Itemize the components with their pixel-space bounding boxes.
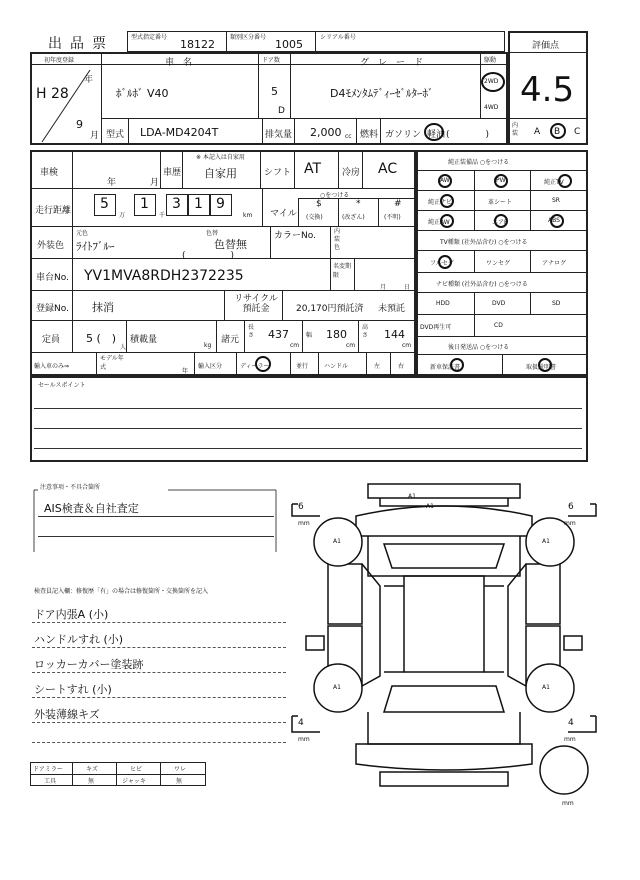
usage-label: 車歴 — [163, 168, 182, 178]
missing-value-3: ジャッキ — [122, 778, 146, 785]
docs-manual: 取扱説明書 — [526, 364, 557, 371]
dims-label: 諸元 — [221, 335, 240, 345]
grade-value: D4ﾓﾒﾝﾀﾑﾃﾞｨｰｾﾞﾙﾀｰﾎﾞ — [330, 87, 434, 100]
first-reg-diagonal — [30, 64, 102, 145]
length-value: 437 — [268, 328, 289, 341]
sales-point-label: セールスポイント — [38, 382, 86, 389]
color-label: 外装色 — [37, 241, 65, 251]
tire-rear-right-mark: A1 — [542, 684, 550, 691]
model-year-unit: 年 — [182, 368, 189, 375]
rating-label: 評価点 — [532, 41, 560, 51]
handle-right: 右 — [398, 363, 405, 370]
interior-b: B — [554, 127, 561, 137]
first-reg-era: H 28 — [36, 86, 69, 102]
tire-rear-left-mark: A1 — [333, 684, 341, 691]
tire-rr-depth: 4 — [568, 718, 574, 728]
ruibetsu-label: 類別区分番号 — [230, 34, 267, 41]
car-name-label: 車 名 — [165, 58, 193, 68]
height-label: 高さ — [362, 324, 369, 339]
missing-header-1: ドアミラー — [33, 766, 63, 773]
first-reg-month: 9 — [76, 118, 83, 131]
mileage-man: 万 — [119, 212, 126, 219]
tire-fr-depth: 6 — [568, 502, 574, 512]
document-title: 出品票 — [48, 36, 114, 52]
navi-dvd: DVD — [492, 300, 506, 307]
color-change-label: 色替 — [206, 230, 219, 237]
color-value: ﾗｲﾄﾌﾞﾙｰ — [76, 240, 115, 253]
interior-label: 内装 — [512, 122, 519, 137]
mileage-unit: km — [243, 212, 253, 219]
missing-value-2: 無 — [88, 778, 95, 785]
spare-tire-unit: mm — [562, 800, 574, 807]
chassis-value: YV1MVA8RDH2372235 — [84, 268, 244, 284]
equip-leather: 革シート — [488, 199, 513, 206]
shaken-month: 月 — [150, 178, 160, 188]
rating-value: 4.5 — [520, 70, 575, 110]
usage-note: ※ 本記入は自家用 — [196, 154, 245, 161]
registration-label: 登録No. — [36, 304, 69, 314]
missing-header-4: ワレ — [174, 766, 187, 773]
tire-rl-unit: mm — [298, 736, 310, 743]
tv-fullseg: フルセグ — [430, 260, 454, 267]
recycle-no: 未預託 — [378, 304, 406, 314]
missing-header-2: キズ — [86, 766, 98, 773]
interior-a: A — [534, 127, 541, 137]
notes-frame — [28, 486, 282, 556]
note-item-5: 外装薄線キズ — [34, 708, 100, 721]
usage-value: 自家用 — [204, 167, 237, 180]
tire-fl-unit: mm — [298, 520, 310, 527]
tire-front-right-mark: A1 — [542, 538, 550, 545]
note-item-2: ハンドルすれ (小) — [34, 633, 124, 646]
width-unit: cm — [346, 342, 356, 349]
capacity-value: 5 ( ) — [86, 332, 117, 345]
import-parallel: 並行 — [296, 363, 309, 370]
interior-color-label: 内装色 — [334, 228, 341, 251]
doors-value: 5 — [271, 85, 278, 98]
note-line-1: AIS検査＆自社査定 — [44, 502, 139, 515]
interior-b-circle — [550, 123, 566, 139]
shift-label: シフト — [264, 168, 292, 178]
first-reg-label: 初年度登録 — [44, 57, 75, 64]
equip-airbag: エアB — [492, 219, 509, 226]
docs-label: 後日発送品 ○をつける — [448, 344, 510, 351]
equip-tv: 純正TV — [544, 179, 564, 186]
unknown-label: (不明) — [384, 214, 401, 221]
width-value: 180 — [326, 328, 347, 341]
import-dealer-circle — [255, 356, 271, 372]
missing-value-1: 工具 — [44, 778, 57, 785]
tire-front-left-mark: A1 — [333, 538, 341, 545]
ac-value: AC — [378, 161, 398, 177]
fuel-diesel: 軽油 — [427, 130, 446, 140]
missing-value-4: 無 — [176, 778, 183, 785]
tv-label: TV種類 (社外品含む) ○をつける — [440, 239, 528, 246]
equip-aw: AW — [440, 177, 450, 184]
mileage-digit-5: 9 — [216, 196, 225, 212]
first-reg-year-suffix: 年 — [84, 75, 94, 85]
color-change-value: 色替無 — [214, 238, 247, 251]
doors-label: ドア数 — [262, 57, 280, 64]
equip-genuine-aw: 純正AW — [428, 219, 450, 226]
interior-c: C — [574, 127, 581, 137]
serial-label: シリアル番号 — [320, 34, 356, 41]
height-value: 144 — [384, 328, 405, 341]
name-change-month: 月 — [380, 284, 387, 291]
tire-rr-unit: mm — [564, 736, 576, 743]
handle-left: 左 — [374, 363, 381, 370]
mile-check-label: ○をつける — [320, 192, 350, 199]
shaken-year: 年 — [107, 178, 117, 188]
capacity-unit: 人 — [120, 344, 127, 351]
width-label: 幅 — [306, 332, 313, 339]
first-reg-month-suffix: 月 — [90, 131, 100, 141]
mile-label: マイル — [270, 209, 297, 219]
fuel-diesel-circle — [424, 123, 444, 141]
import-dealer: ディーラー — [240, 363, 270, 370]
notes-title: 注意事項・不具合箇所 — [40, 484, 101, 491]
handle-label: ハンドル — [324, 363, 349, 370]
registration-value: 抹消 — [92, 301, 114, 314]
tamper-symbol: * — [356, 199, 361, 209]
front-bumper-mark: A1 — [408, 493, 416, 500]
chassis-label: 車台No. — [36, 273, 69, 283]
drive-label: 駆動 — [484, 57, 497, 64]
recycle-value: 20,170円預託済 — [296, 304, 364, 314]
navi-label: ナビ種類 (社外品含む) ○をつける — [436, 281, 528, 288]
note-item-4: シートすれ (小) — [34, 683, 112, 696]
displacement-label: 排気量 — [265, 130, 293, 140]
fuel-label: 燃料 — [360, 130, 379, 140]
drive-2wd: 2WD — [484, 78, 499, 85]
color-paren: ( ) — [182, 251, 235, 261]
dvd-play-label: DVD再生可 — [420, 324, 452, 331]
length-unit: cm — [290, 342, 300, 349]
genuine-label: 純正装備品 ○をつける — [448, 159, 510, 166]
swap-label: (交換) — [306, 214, 323, 221]
import-label: 輸入車のみ⇒ — [34, 363, 70, 370]
docs-warranty: 新車保証書 — [430, 364, 461, 371]
model-label: 型式 — [106, 130, 125, 140]
fuel-paren: ( ) — [446, 130, 490, 140]
fuel-gasoline: ガソリン — [385, 130, 422, 140]
tv-analog: アナログ — [542, 260, 567, 267]
equip-pw: PW — [496, 177, 506, 184]
shift-value: AT — [304, 161, 322, 177]
inspector-label: 検査員記入欄：修復歴「有」の場合は修復箇所・交換箇所を記入 — [34, 588, 209, 595]
drive-2wd-circle — [481, 72, 505, 92]
mileage-digit-4: 1 — [194, 196, 203, 212]
mileage-label: 走行距離 — [35, 206, 72, 216]
tamper-label: (改ざん) — [342, 214, 365, 221]
load-label: 積載量 — [130, 335, 158, 345]
model-value: LDA-MD4204T — [140, 126, 219, 139]
front-grille-mark: A1 — [426, 503, 434, 510]
note-item-1: ドア内張A (小) — [34, 608, 109, 621]
cd-label: CD — [494, 322, 503, 329]
capacity-label: 定員 — [42, 335, 61, 345]
recycle-label: リサイクル預託金 — [234, 294, 278, 314]
navi-hdd: HDD — [436, 300, 450, 307]
model-year-label: モデル年式 — [100, 355, 124, 371]
doors-d: D — [278, 106, 285, 116]
kata-label: 型式指定番号 — [131, 34, 168, 41]
name-change-label: 名変期限 — [333, 263, 352, 279]
unknown-symbol: # — [394, 199, 402, 209]
navi-sd: SD — [552, 300, 561, 307]
mileage-digit-3: 3 — [172, 196, 181, 212]
ruibetsu-value: 1005 — [275, 38, 303, 51]
load-unit: kg — [204, 342, 212, 349]
equip-abs: ABS — [548, 217, 560, 224]
color-orig-label: 元色 — [76, 230, 89, 237]
mileage-sen: 千 — [159, 212, 166, 219]
tire-fl-depth: 6 — [298, 502, 304, 512]
mileage-digit-2: 1 — [140, 196, 149, 212]
kata-value: 18122 — [180, 38, 215, 51]
length-label: 長さ — [248, 324, 255, 339]
color-no-label: カラーNo. — [274, 231, 316, 241]
tire-fr-unit: mm — [564, 520, 576, 527]
missing-header-3: ヒビ — [130, 766, 143, 773]
note-item-3: ロッカーカバー塗装跡 — [34, 658, 144, 671]
sales-point-box — [30, 376, 588, 462]
equip-sr: SR — [552, 197, 560, 204]
displacement-unit: cc — [345, 133, 352, 140]
shaken-label: 車検 — [40, 168, 59, 178]
equip-navi: 純正ナビ — [428, 199, 453, 206]
ac-label: 冷房 — [342, 168, 361, 178]
tv-oneseg: ワンセグ — [486, 260, 511, 267]
height-unit: cm — [402, 342, 412, 349]
displacement-value: 2,000 — [310, 126, 342, 139]
grade-label: グ レ ー ド — [360, 58, 424, 68]
car-name: ﾎﾞﾙﾎﾞ V40 — [116, 87, 169, 100]
tire-rl-depth: 4 — [298, 718, 304, 728]
import-type-label: 輸入区分 — [198, 363, 223, 370]
name-change-day: 日 — [404, 284, 411, 291]
car-diagram — [280, 476, 610, 816]
swap-symbol: $ — [316, 199, 322, 209]
mileage-digit-1: 5 — [100, 196, 109, 212]
drive-4wd: 4WD — [484, 104, 499, 111]
